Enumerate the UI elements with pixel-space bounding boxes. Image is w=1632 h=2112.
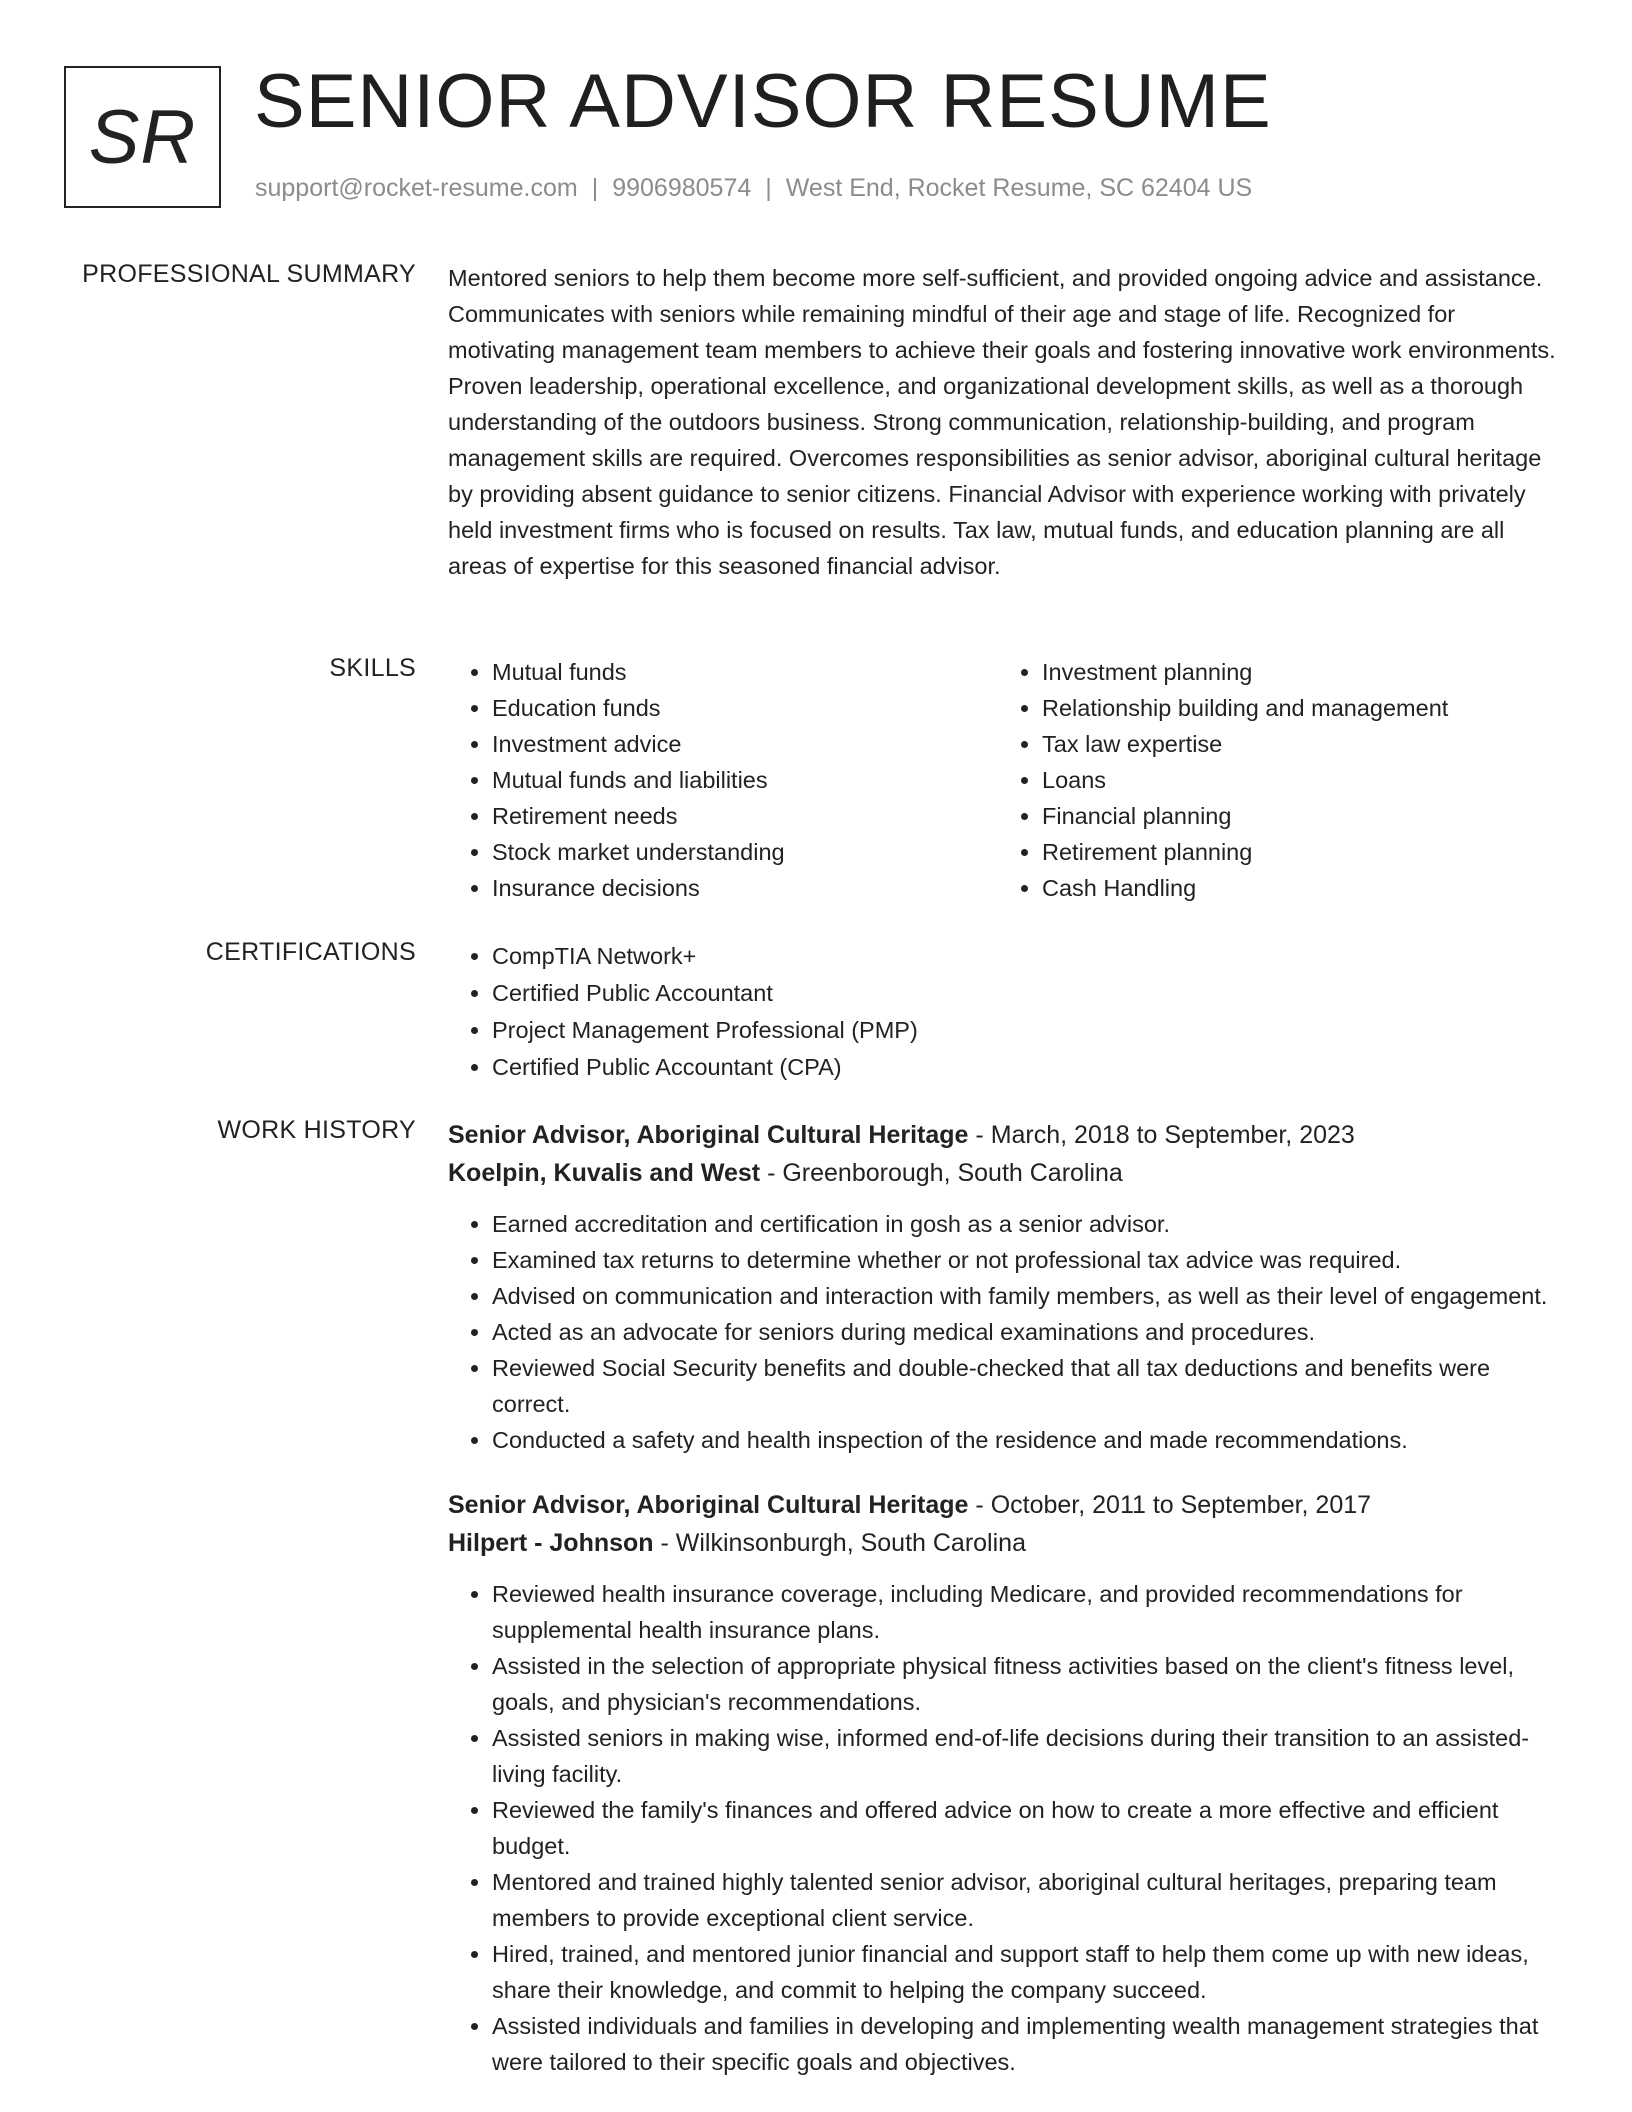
work-history-heading: WORK HISTORY (217, 1116, 416, 1144)
list-item: • Financial planning (1042, 798, 1548, 834)
list-item: • Tax law expertise (1042, 726, 1548, 762)
list-item: • Advised on communication and interaction with family members, as well as their level of engagement. (492, 1278, 1566, 1314)
list-item: • Mutual funds and liabilities (492, 762, 998, 798)
list-item: • Reviewed the family's finances and offered advice on how to create a more effective and efficient budget. (492, 1792, 1566, 1864)
job-title: Senior Advisor, Aboriginal Cultural Heritage (448, 1491, 969, 1519)
list-item: • Reviewed Social Security benefits and double-checked that all tax deductions and benefits were correct. (492, 1350, 1566, 1422)
monogram-initials: SR (88, 94, 197, 180)
job-dates: - March, 2018 to September, 2023 (975, 1121, 1355, 1149)
list-item: • Assisted in the selection of appropriate physical fitness activities based on the client's fitness level, goals, and physician's recommendations. (492, 1648, 1566, 1720)
resume-title: SENIOR ADVISOR RESUME (254, 59, 1272, 144)
job-title-line (448, 1486, 1566, 1524)
contact-line (255, 174, 1252, 203)
list-item: • Relationship building and management (1042, 690, 1548, 726)
contact-phone: 9906980574 (612, 174, 752, 202)
job-company: Hilpert - Johnson (448, 1529, 654, 1557)
list-item: • Mutual funds (492, 654, 998, 690)
summary-heading: PROFESSIONAL SUMMARY (82, 260, 416, 288)
job-entry (448, 1116, 1566, 1458)
list-item: • Investment planning (1042, 654, 1548, 690)
skills-body (448, 654, 1566, 906)
list-item: • Reviewed health insurance coverage, including Medicare, and provided recommendations for supplemental health insurance plans. (492, 1576, 1566, 1648)
job-title: Senior Advisor, Aboriginal Cultural Heritage (448, 1121, 969, 1149)
job-location: - Wilkinsonburgh, South Carolina (660, 1529, 1026, 1557)
summary-text: Mentored seniors to help them become more self-sufficient, and provided ongoing advice and assistance. Communicates with seniors while remaining mindful of their age and stage of life. Recognized for motivating management team members to achieve their goals and fostering innovative work environments. Proven leadership, operational excellence, and organizational development skills, as well as a thorough understanding of the outdoors business. Strong communication, relationship-building, and program management skills are required. Overcomes responsibilities as senior advisor, aboriginal cultural heritage by providing absent guidance to senior citizens. Financial Advisor with experience working with privately held investment firms who is focused on results. Tax law, mutual funds, and education planning are all areas of expertise for this seasoned financial advisor. (448, 265, 1556, 579)
skills-list-left (448, 654, 998, 906)
certifications-list (448, 938, 1566, 1086)
monogram-badge (64, 66, 221, 208)
certifications-heading: CERTIFICATIONS (205, 938, 416, 966)
job-dates: - October, 2011 to September, 2017 (975, 1491, 1372, 1519)
job-title-line (448, 1116, 1566, 1154)
list-item: • Certified Public Accountant (492, 975, 1566, 1012)
list-item: • Insurance decisions (492, 870, 998, 906)
list-item: • Stock market understanding (492, 834, 998, 870)
list-item: • Mentored and trained highly talented senior advisor, aboriginal cultural heritages, preparing team members to provide exceptional client service. (492, 1864, 1566, 1936)
job-location: - Greenborough, South Carolina (767, 1159, 1123, 1187)
list-item: • Conducted a safety and health inspection of the residence and made recommendations. (492, 1422, 1566, 1458)
list-item: • Retirement planning (1042, 834, 1548, 870)
skills-heading: SKILLS (329, 654, 416, 682)
list-item: • Certified Public Accountant (CPA) (492, 1049, 1566, 1086)
list-item: • Earned accreditation and certification in gosh as a senior advisor. (492, 1206, 1566, 1242)
list-item: • Assisted individuals and families in developing and implementing wealth management strategies that were tailored to their specific goals and objectives. (492, 2008, 1566, 2080)
contact-separator: | (591, 174, 599, 202)
list-item: • Retirement needs (492, 798, 998, 834)
job-company-line (448, 1524, 1566, 1562)
list-item: • Cash Handling (1042, 870, 1548, 906)
list-item: • CompTIA Network+ (492, 938, 1566, 975)
job-company-line (448, 1154, 1566, 1192)
list-item: • Project Management Professional (PMP) (492, 1012, 1566, 1049)
job-bullets (448, 1206, 1566, 1458)
job-bullets (448, 1576, 1566, 2080)
contact-email: support@rocket-resume.com (255, 174, 578, 202)
list-item: • Assisted seniors in making wise, informed end-of-life decisions during their transition to an assisted-living facility. (492, 1720, 1566, 1792)
list-item: • Acted as an advocate for seniors during medical examinations and procedures. (492, 1314, 1566, 1350)
job-company: Koelpin, Kuvalis and West (448, 1159, 761, 1187)
list-item: • Education funds (492, 690, 998, 726)
contact-address: West End, Rocket Resume, SC 62404 US (785, 174, 1253, 202)
list-item: • Hired, trained, and mentored junior financial and support staff to help them come up with new ideas, share their knowledge, and commit to helping the company succeed. (492, 1936, 1566, 2008)
work-history-body (448, 1116, 1566, 2080)
certifications-body (448, 938, 1566, 1086)
list-item: • Examined tax returns to determine whether or not professional tax advice was required. (492, 1242, 1566, 1278)
skills-list-right (998, 654, 1548, 906)
list-item: • Investment advice (492, 726, 998, 762)
list-item: • Loans (1042, 762, 1548, 798)
contact-separator: | (765, 174, 772, 202)
job-entry (448, 1486, 1566, 2080)
